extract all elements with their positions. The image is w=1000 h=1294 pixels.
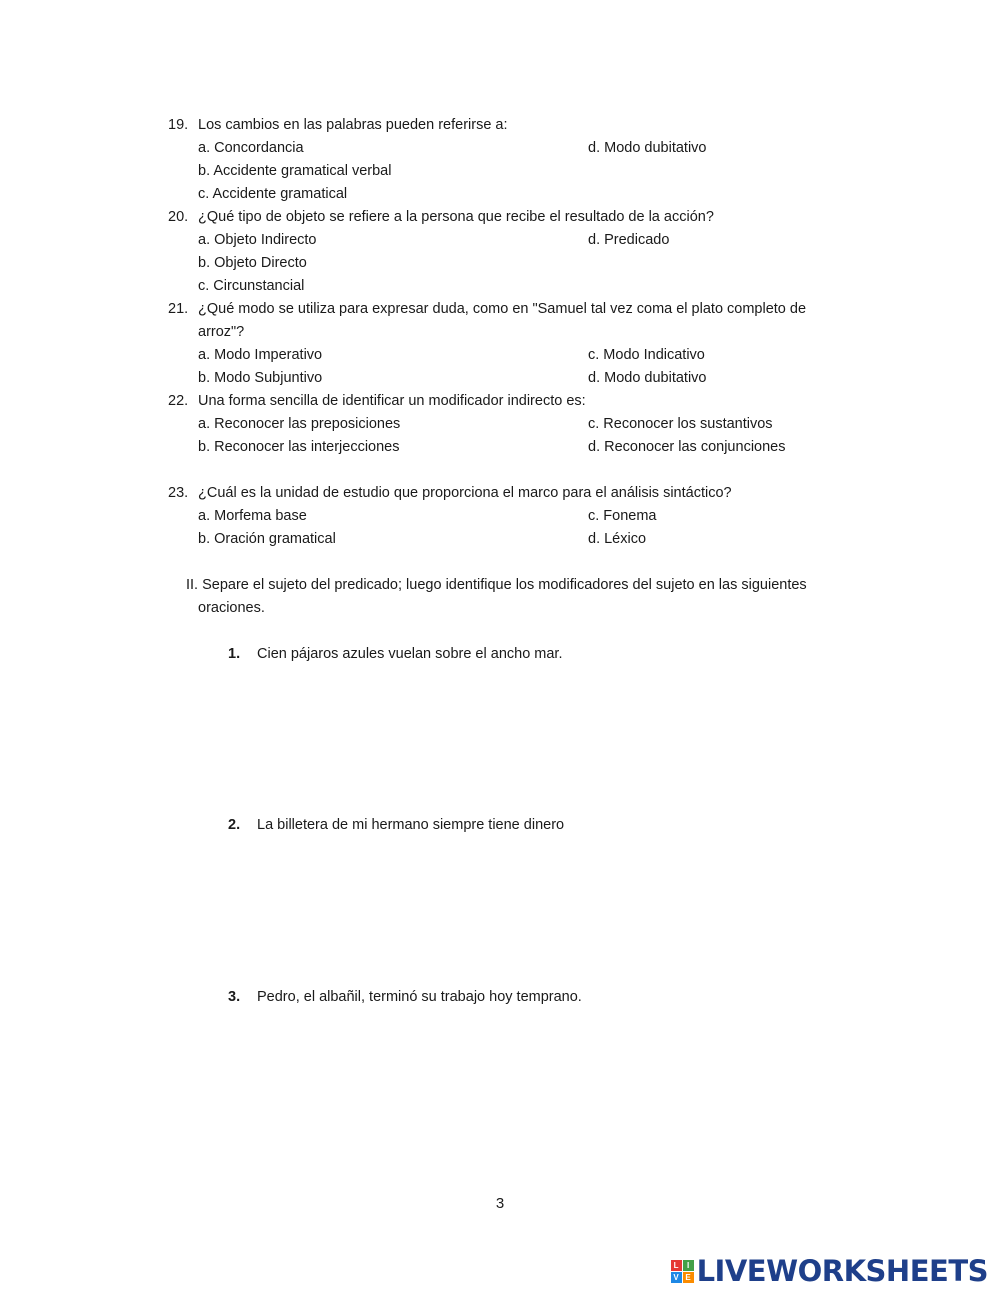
- option-a[interactable]: a. Morfema base: [198, 508, 307, 524]
- section-2-instructions-line2: oraciones.: [198, 600, 265, 616]
- sentence-number: 3.: [228, 989, 241, 1005]
- question-number: 20.: [168, 209, 189, 225]
- logo-letter-e: E: [683, 1272, 694, 1283]
- liveworksheets-logo[interactable]: [671, 1254, 988, 1288]
- question-number: 19.: [168, 117, 189, 133]
- option-b[interactable]: b. Oración gramatical: [198, 531, 336, 547]
- logo-icon: [671, 1260, 694, 1283]
- logo-letter-l: L: [671, 1260, 682, 1271]
- option-d[interactable]: d. Predicado: [588, 232, 670, 248]
- option-d[interactable]: d. Reconocer las conjunciones: [588, 439, 786, 455]
- question-text: Los cambios en las palabras pueden referirse a:: [198, 117, 508, 133]
- question-number: 22.: [168, 393, 189, 409]
- sentence-text: La billetera de mi hermano siempre tiene dinero: [257, 817, 565, 833]
- question-text-line2: arroz"?: [198, 324, 245, 340]
- option-a[interactable]: a. Objeto Indirecto: [198, 232, 317, 248]
- option-b[interactable]: b. Accidente gramatical verbal: [198, 163, 392, 179]
- option-c[interactable]: c. Modo Indicativo: [588, 347, 705, 363]
- option-d[interactable]: d. Modo dubitativo: [588, 370, 707, 386]
- option-a[interactable]: a. Concordancia: [198, 140, 304, 156]
- option-b[interactable]: b. Reconocer las interjecciones: [198, 439, 400, 455]
- option-c[interactable]: c. Fonema: [588, 508, 657, 524]
- question-text: Una forma sencilla de identificar un modificador indirecto es:: [198, 393, 586, 409]
- question-text-line1: ¿Qué modo se utiliza para expresar duda, como en "Samuel tal vez coma el plato completo de: [198, 301, 807, 317]
- option-a[interactable]: a. Modo Imperativo: [198, 347, 323, 363]
- section-2-instructions-line1: II. Separe el sujeto del predicado; luego identifique los modificadores del sujeto en las siguientes: [186, 577, 807, 593]
- option-b[interactable]: b. Modo Subjuntivo: [198, 370, 323, 386]
- logo-text: LIVEWORKSHEETS: [696, 1254, 988, 1288]
- option-b[interactable]: b. Objeto Directo: [198, 255, 307, 271]
- sentence-number: 1.: [228, 646, 241, 662]
- question-number: 23.: [168, 485, 189, 501]
- sentence-text: Pedro, el albañil, terminó su trabajo hoy temprano.: [257, 989, 582, 1005]
- option-c[interactable]: c. Circunstancial: [198, 278, 305, 294]
- question-number: 21.: [168, 301, 189, 317]
- sentence-number: 2.: [228, 817, 241, 833]
- option-c[interactable]: c. Reconocer los sustantivos: [588, 416, 773, 432]
- page-number: 3: [495, 1195, 505, 1212]
- question-text: ¿Qué tipo de objeto se refiere a la persona que recibe el resultado de la acción?: [198, 209, 714, 225]
- option-a[interactable]: a. Reconocer las preposiciones: [198, 416, 401, 432]
- logo-letter-i: I: [683, 1260, 694, 1271]
- option-d[interactable]: d. Modo dubitativo: [588, 140, 707, 156]
- question-text: ¿Cuál es la unidad de estudio que proporciona el marco para el análisis sintáctico?: [198, 485, 732, 501]
- option-d[interactable]: d. Léxico: [588, 531, 647, 547]
- sentence-text: Cien pájaros azules vuelan sobre el ancho mar.: [257, 646, 563, 662]
- option-c[interactable]: c. Accidente gramatical: [198, 186, 348, 202]
- logo-letter-v: V: [671, 1272, 682, 1283]
